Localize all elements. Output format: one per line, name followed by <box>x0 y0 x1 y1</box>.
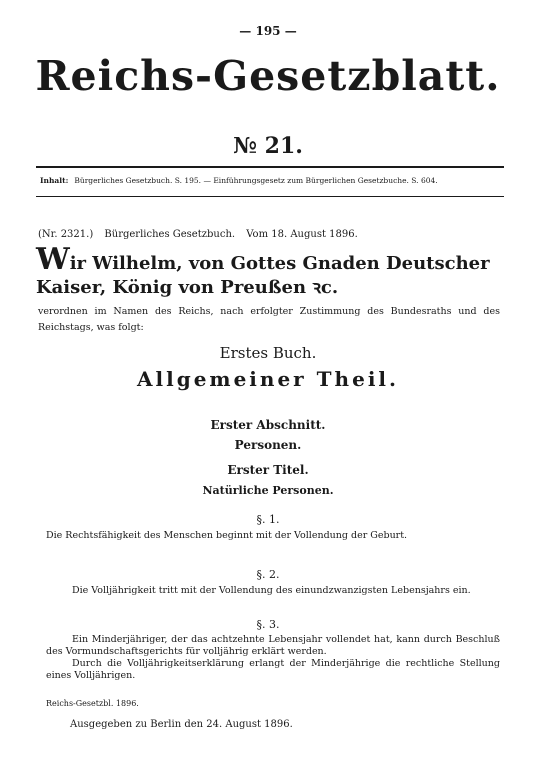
book-heading: Erstes Buch. <box>219 344 317 362</box>
preamble: verordnen im Namen des Reichs, nach erfolgter Zustimmung des Bundesraths und des Reichstags, was folgt: <box>38 306 500 333</box>
issued-line: Ausgegeben zu Berlin den 24. August 1896. <box>70 719 293 730</box>
law-header <box>38 229 498 240</box>
paragraph-text: Die Rechtsfähigkeit des Menschen beginnt mit der Vollendung der Geburt. <box>46 530 408 541</box>
issue-number: № 21. <box>233 133 303 159</box>
footnote: Reichs-Gesetzbl. 1896. <box>46 699 139 708</box>
paragraph-sentence-1: Ein Minderjähriger, der das achtzehnte Lebensjahr vollendet hat, kann durch Beschluß des Vormundschaftsgerichts für volljährig erklärt werden. <box>46 634 500 657</box>
section-name: Personen. <box>234 438 302 452</box>
part-heading: Allgemeiner Theil. <box>137 367 399 391</box>
law-number: (Nr. 2321.) <box>38 229 94 240</box>
paragraph-number: §. 3. <box>256 618 280 631</box>
top-rule <box>36 166 504 168</box>
law-date: Vom 18. August 1896. <box>246 229 358 240</box>
title-name: Natürliche Personen. <box>202 484 334 497</box>
page-number: — 195 — <box>239 24 297 38</box>
contents-rule <box>36 196 504 197</box>
masthead-title: Reichs-Gesetzblatt. <box>35 52 501 100</box>
paragraph-number: §. 1. <box>256 513 280 526</box>
title-number: Erster Titel. <box>227 463 309 477</box>
contents-text: Bürgerliches Gesetzbuch. S. 195. — Einführungsgesetz zum Bürgerlichen Gesetzbuche. S. 604. <box>74 176 438 185</box>
paragraph-text <box>46 634 500 682</box>
paragraph-sentence-2: Durch die Volljährigkeitserklärung erlangt der Minderjährige die rechtliche Stellung eines Volljährigen. <box>46 658 500 681</box>
decree-text: ir Wilhelm, von Gottes Gnaden Deutscher Kaiser, König von Preußen ꝛc. <box>36 253 490 298</box>
decree-initial: W <box>36 242 70 277</box>
contents-line <box>40 176 500 186</box>
paragraph-number: §. 2. <box>256 568 280 581</box>
paragraph-text: Die Volljährigkeit tritt mit der Vollendung des einundzwanzigsten Lebensjahrs ein. <box>72 585 471 596</box>
contents-label: Inhalt: <box>40 176 69 185</box>
decree-formula <box>36 242 502 300</box>
law-title: Bürgerliches Gesetzbuch. <box>104 229 236 240</box>
section-number: Erster Abschnitt. <box>210 418 326 432</box>
